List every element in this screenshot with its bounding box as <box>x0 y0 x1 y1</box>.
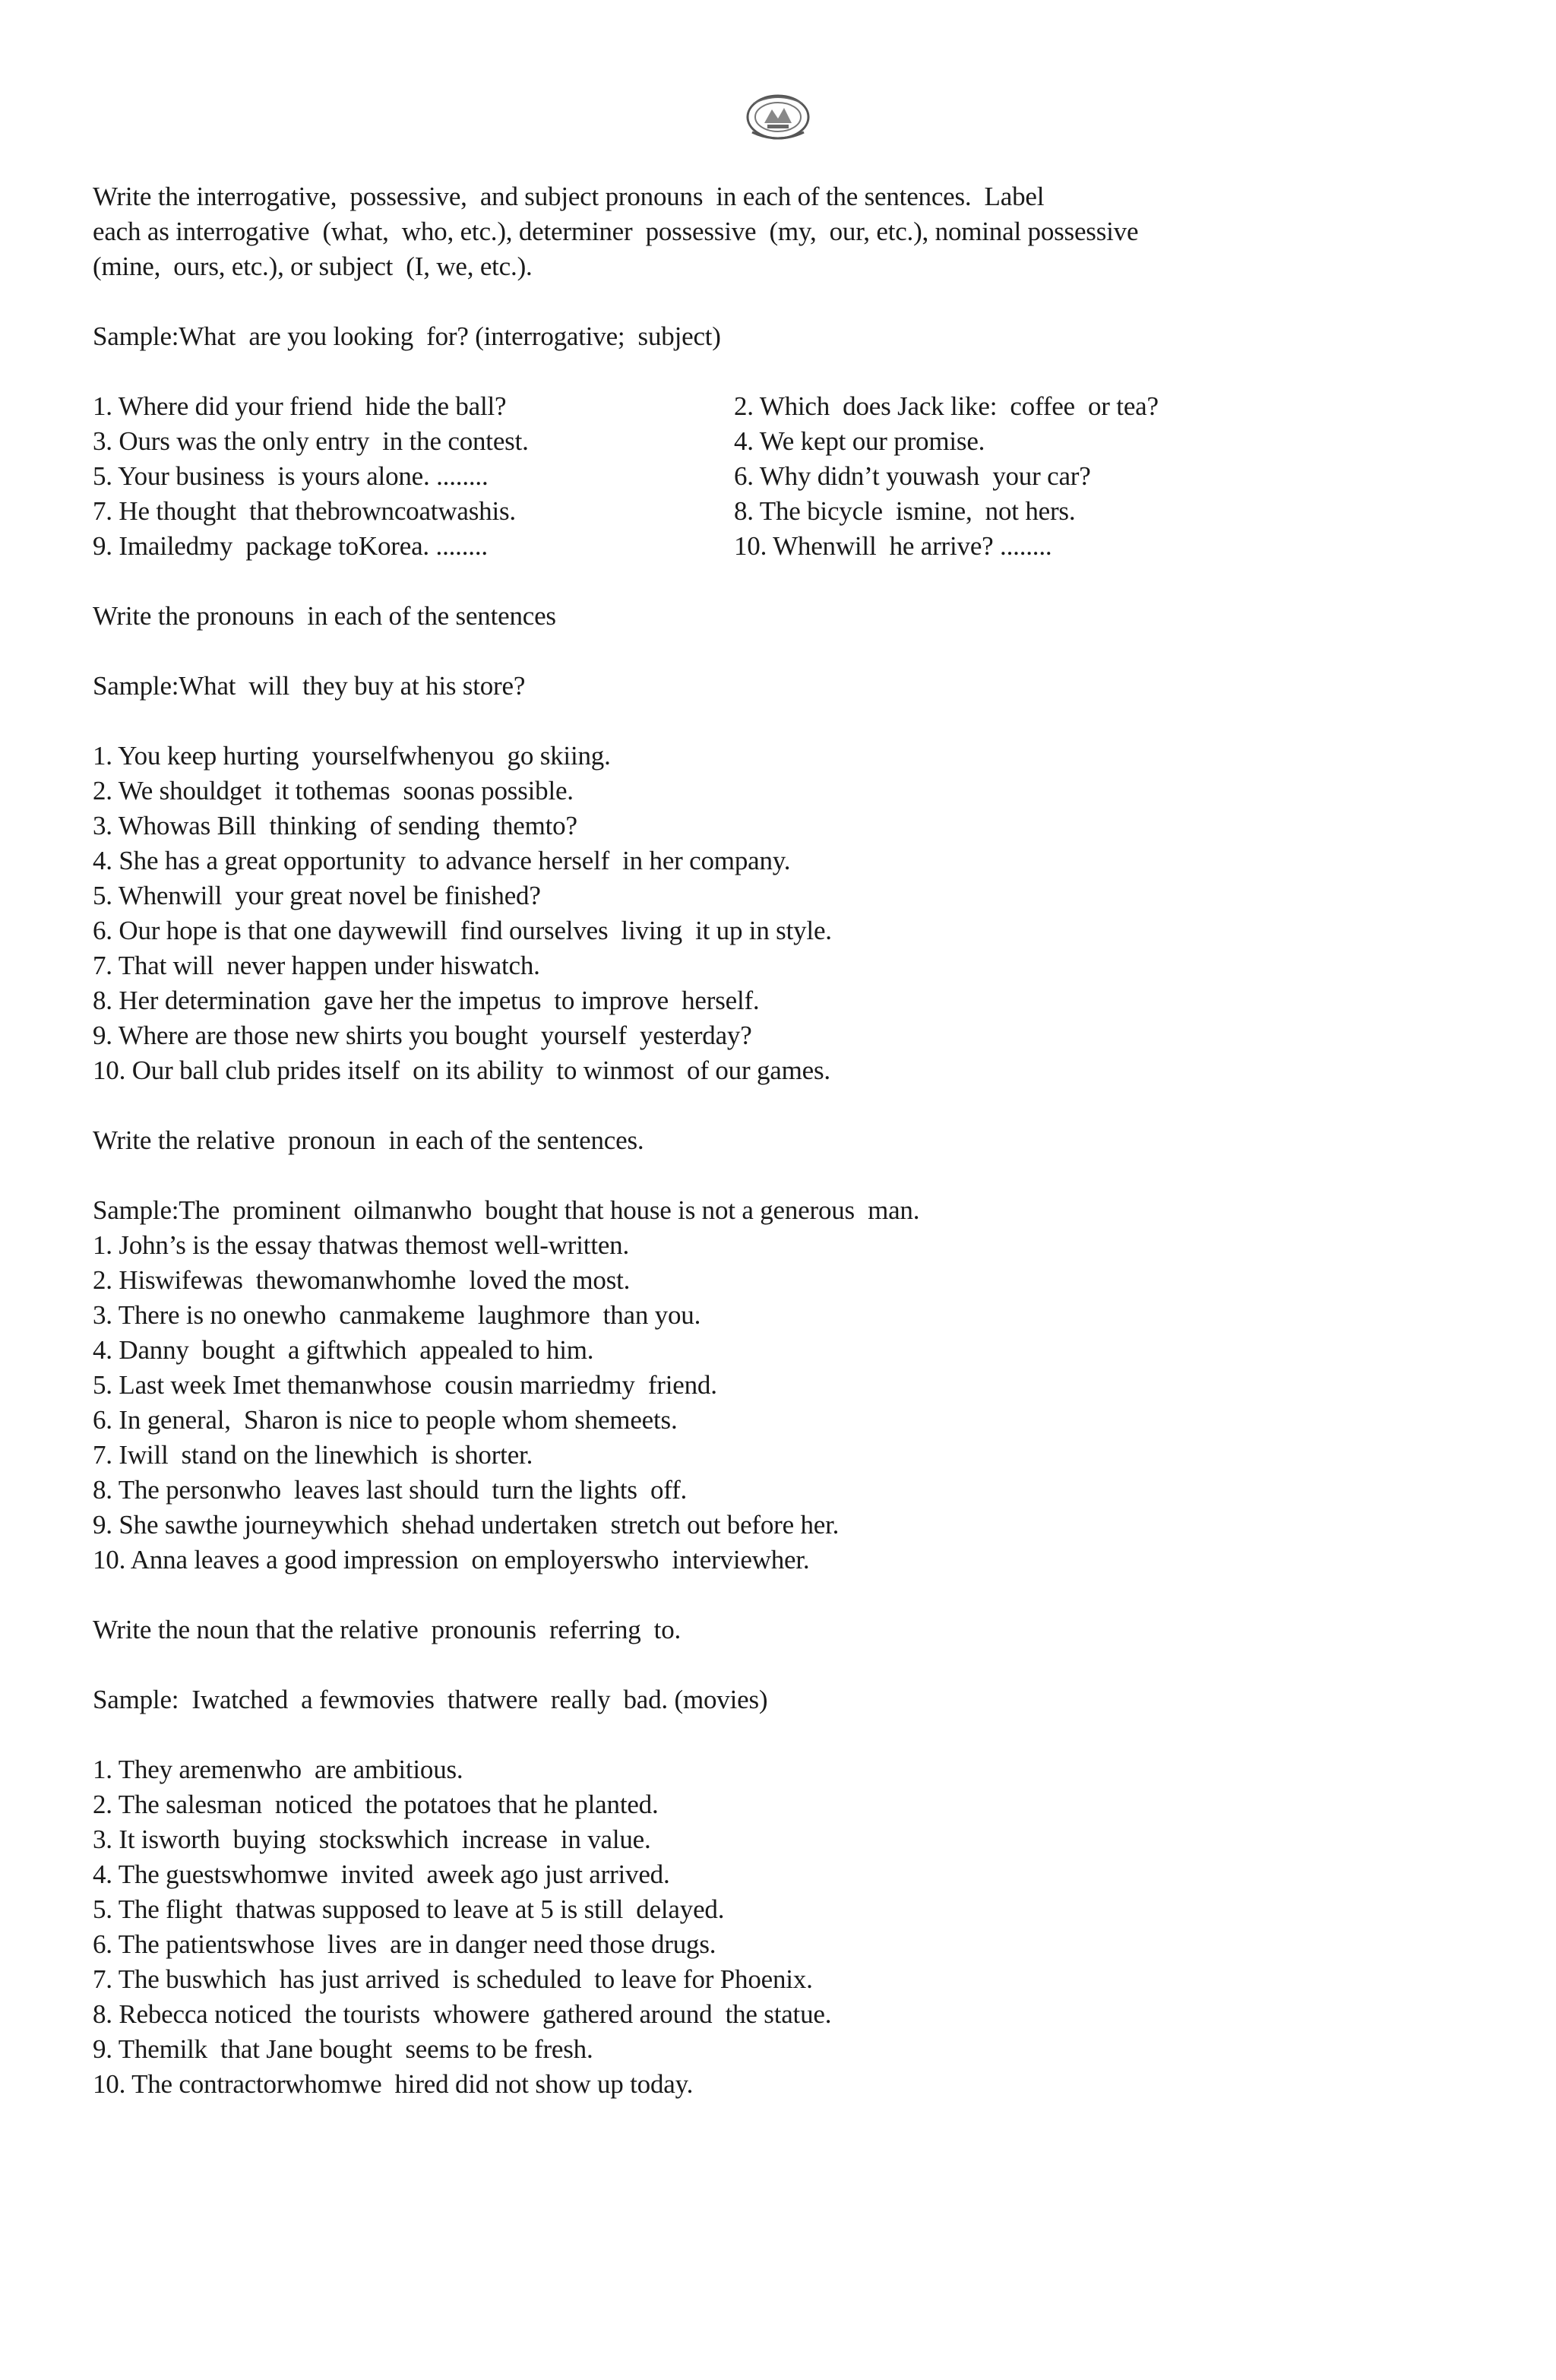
exercise-item: 8. The bicycle ismine, not hers. <box>734 496 1076 526</box>
list-item: 7. That will never happen under hiswatch. <box>93 951 540 980</box>
list-item: 3. It isworth buying stockswhich increase in value. <box>93 1825 651 1854</box>
list-item: 3. There is no onewho canmakeme laughmore than you. <box>93 1300 701 1330</box>
exercise-row <box>93 459 1460 494</box>
section2-instruction: Write the pronouns in each of the sentences <box>93 601 556 631</box>
list-item: 6. Our hope is that one daywewill find ourselves living it up in style. <box>93 916 832 945</box>
list-item: 2. We shouldget it tothemas soonas possible. <box>93 776 574 805</box>
exercise-item: 10. Whenwill he arrive? ........ <box>734 531 1052 561</box>
list-item: 5. Whenwill your great novel be finished? <box>93 881 541 910</box>
section1-exercise-grid <box>93 389 1460 564</box>
section1-instruction-line: (mine, ours, etc.), or subject (I, we, etc.). <box>93 252 533 281</box>
exercise-row <box>93 389 1460 424</box>
section4-sample: Sample: Iwatched a fewmovies thatwere really bad. (movies) <box>93 1685 768 1714</box>
exercise-item: 4. We kept our promise. <box>734 426 985 456</box>
exercise-item: 1. Where did your friend hide the ball? <box>93 391 507 421</box>
exercise-row <box>93 529 1460 564</box>
list-item: 10. Our ball club prides itself on its ability to winmost of our games. <box>93 1055 830 1085</box>
list-item: 4. She has a great opportunity to advance herself in her company. <box>93 846 791 875</box>
section3-instruction: Write the relative pronoun in each of the sentences. <box>93 1125 644 1155</box>
list-item: 7. The buswhich has just arrived is scheduled to leave for Phoenix. <box>93 1964 813 1994</box>
list-item: 5. The flight thatwas supposed to leave at 5 is still delayed. <box>93 1894 725 1924</box>
list-item: 8. Rebecca noticed the tourists whowere gathered around the statue. <box>93 1999 832 2029</box>
list-item: 1. You keep hurting yourselfwhenyou go skiing. <box>93 741 611 771</box>
list-item: 2. Hiswifewas thewomanwhomhe loved the most. <box>93 1265 631 1295</box>
exercise-item: 3. Ours was the only entry in the contest. <box>93 426 529 456</box>
list-item: 6. In general, Sharon is nice to people whom shemeets. <box>93 1405 678 1435</box>
list-item: 8. The personwho leaves last should turn the lights off. <box>93 1475 688 1505</box>
section1-sample: Sample:What are you looking for? (interrogative; subject) <box>93 321 721 351</box>
list-item: 9. She sawthe journeywhich shehad undertaken stretch out before her. <box>93 1510 840 1540</box>
list-item: 2. The salesman noticed the potatoes that he planted. <box>93 1790 659 1819</box>
exercise-item: 5. Your business is yours alone. ........ <box>93 461 489 491</box>
exercise-item: 9. Imailedmy package toKorea. ........ <box>93 531 488 561</box>
exercise-item: 6. Why didn’t youwash your car? <box>734 461 1091 491</box>
exercise-row <box>93 424 1460 459</box>
school-logo <box>737 90 819 144</box>
list-item: 1. They aremenwho are ambitious. <box>93 1755 463 1784</box>
list-item: 8. Her determination gave her the impetus to improve herself. <box>93 986 760 1015</box>
exercise-item: 7. He thought that thebrowncoatwashis. <box>93 496 516 526</box>
list-item: 9. Themilk that Jane bought seems to be fresh. <box>93 2034 593 2064</box>
list-item: 1. John’s is the essay thatwas themost well-written. <box>93 1230 630 1260</box>
exercise-row <box>93 494 1460 529</box>
section4-instruction: Write the noun that the relative pronounis referring to. <box>93 1615 682 1644</box>
section3-sample: Sample:The prominent oilmanwho bought that house is not a generous man. <box>93 1195 920 1225</box>
list-item: 4. Danny bought a giftwhich appealed to him. <box>93 1335 594 1365</box>
list-item: 5. Last week Imet themanwhose cousin marriedmy friend. <box>93 1370 717 1400</box>
worksheet-content <box>93 179 1460 2102</box>
list-item: 10. The contractorwhomwe hired did not show up today. <box>93 2069 694 2099</box>
section2-sample: Sample:What will they buy at his store? <box>93 671 526 701</box>
list-item: 7. Iwill stand on the linewhich is shorter. <box>93 1440 533 1470</box>
list-item: 3. Whowas Bill thinking of sending themto? <box>93 811 577 840</box>
list-item: 4. The guestswhomwe invited aweek ago just arrived. <box>93 1859 670 1889</box>
exercise-item: 2. Which does Jack like: coffee or tea? <box>734 391 1159 421</box>
list-item: 10. Anna leaves a good impression on employerswho interviewher. <box>93 1545 810 1575</box>
section1-instruction-line: Write the interrogative, possessive, and subject pronouns in each of the sentences. Label <box>93 182 1045 211</box>
list-item: 6. The patientswhose lives are in danger need those drugs. <box>93 1929 716 1959</box>
list-item: 9. Where are those new shirts you bought yourself yesterday? <box>93 1021 752 1050</box>
section1-instruction-line: each as interrogative (what, who, etc.), determiner possessive (my, our, etc.), nominal possessive <box>93 217 1139 246</box>
